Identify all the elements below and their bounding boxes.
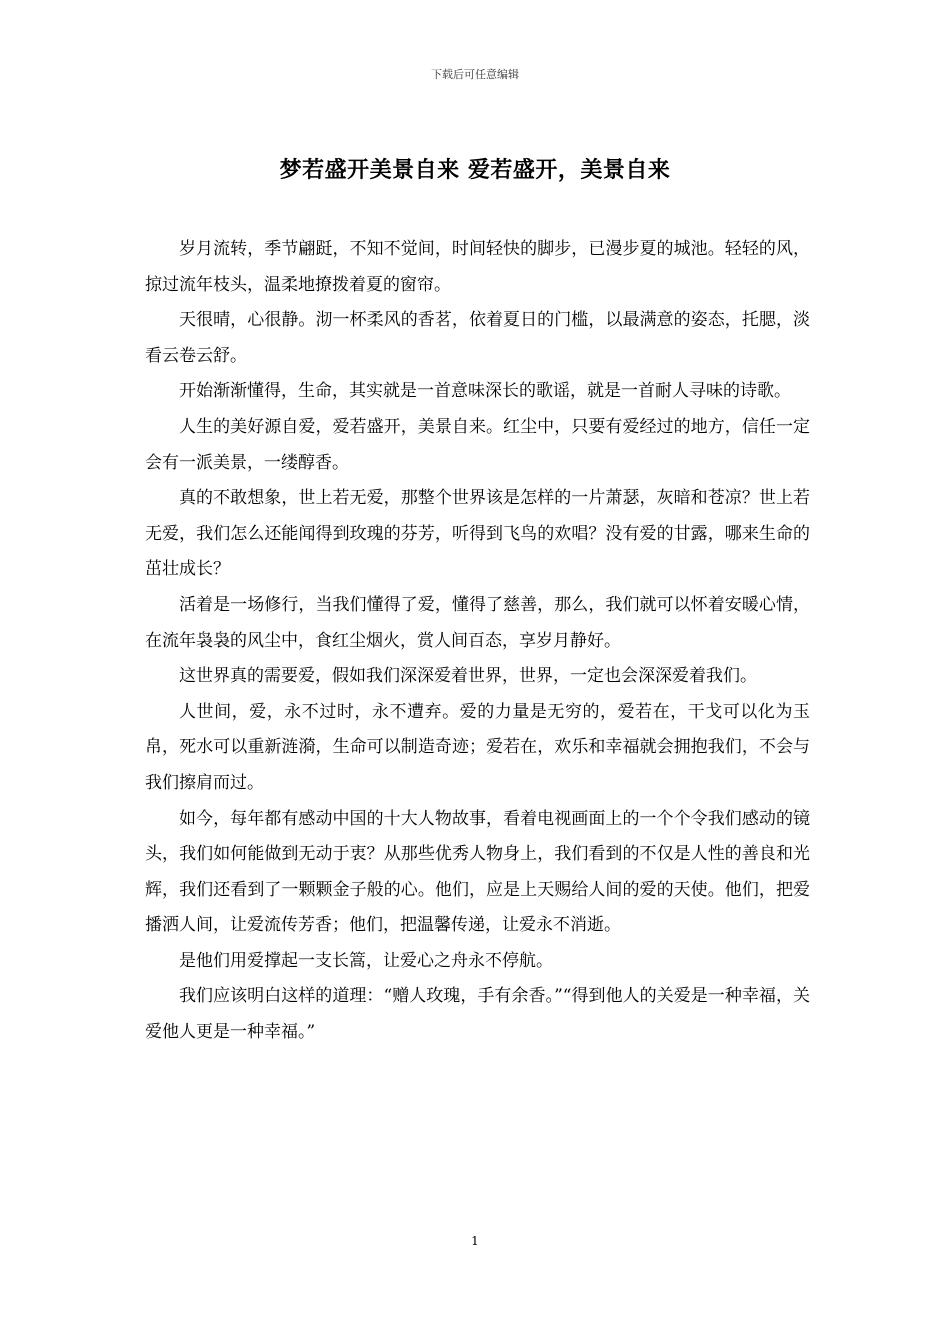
header-note: 下载后可任意编辑 <box>431 68 519 81</box>
paragraph: 人世间，爱，永不过时，永不遭弃。爱的力量是无穷的，爱若在，干戈可以化为玉帛，死水可以重新涟漪，生命可以制造奇迹；爱若在，欢乐和幸福就会拥抱我们，不会与我们擦肩而过。 <box>145 701 810 793</box>
paragraph: 人生的美好源自爱，爱若盛开，美景自来。红尘中，只要有爱经过的地方，信任一定会有一派美景，一缕醇香。 <box>145 416 810 473</box>
paragraph: 是他们用爱撑起一支长篙，让爱心之舟永不停航。 <box>179 950 553 971</box>
paragraph: 活着是一场修行，当我们懂得了爱，懂得了慈善，那么，我们就可以怀着安暖心情，在流年袅袅的风尘中，食红尘烟火，赏人间百态，享岁月静好。 <box>145 594 810 651</box>
document-body <box>145 232 810 1051</box>
paragraph: 如今，每年都有感动中国的十大人物故事，看着电视画面上的一个个令我们感动的镜头，我们如何能做到无动于衷？从那些优秀人物身上，我们看到的不仅是人性的善良和光辉，我们还看到了一颗颗金子般的心。他们，应是上天赐给人间的爱的天使。他们，把爱播洒人间，让爱流传芳香；他们，把温馨传递，让爱永不消逝。 <box>145 808 810 936</box>
document-title: 梦若盛开美景自来 爱若盛开，美景自来 <box>279 157 671 183</box>
paragraph: 真的不敢想象，世上若无爱，那整个世界该是怎样的一片萧瑟，灰暗和苍凉？世上若无爱，我们怎么还能闻得到玫瑰的芬芳，听得到飞鸟的欢唱？没有爱的甘露，哪来生命的茁壮成长？ <box>145 488 810 580</box>
paragraph: 天很晴，心很静。沏一杯柔风的香茗，依着夏日的门槛，以最满意的姿态，托腮，淡看云卷云舒。 <box>145 310 810 366</box>
paragraph: 开始渐渐懂得，生命，其实就是一首意味深长的歌谣，就是一首耐人寻味的诗歌。 <box>179 381 791 402</box>
paragraph: 岁月流转，季节翩跹，不知不觉间，时间轻快的脚步，已漫步夏的城池。轻轻的风，掠过流年枝头，温柔地撩拨着夏的窗帘。 <box>145 239 810 295</box>
paragraph: 我们应该明白这样的道理：“赠人玫瑰，手有余香。”“得到他人的关爱是一种幸福，关爱他人更是一种幸福。” <box>145 986 810 1043</box>
page-number: 1 <box>471 1234 479 1248</box>
paragraph: 这世界真的需要爱，假如我们深深爱着世界，世界，一定也会深深爱着我们。 <box>179 666 757 687</box>
